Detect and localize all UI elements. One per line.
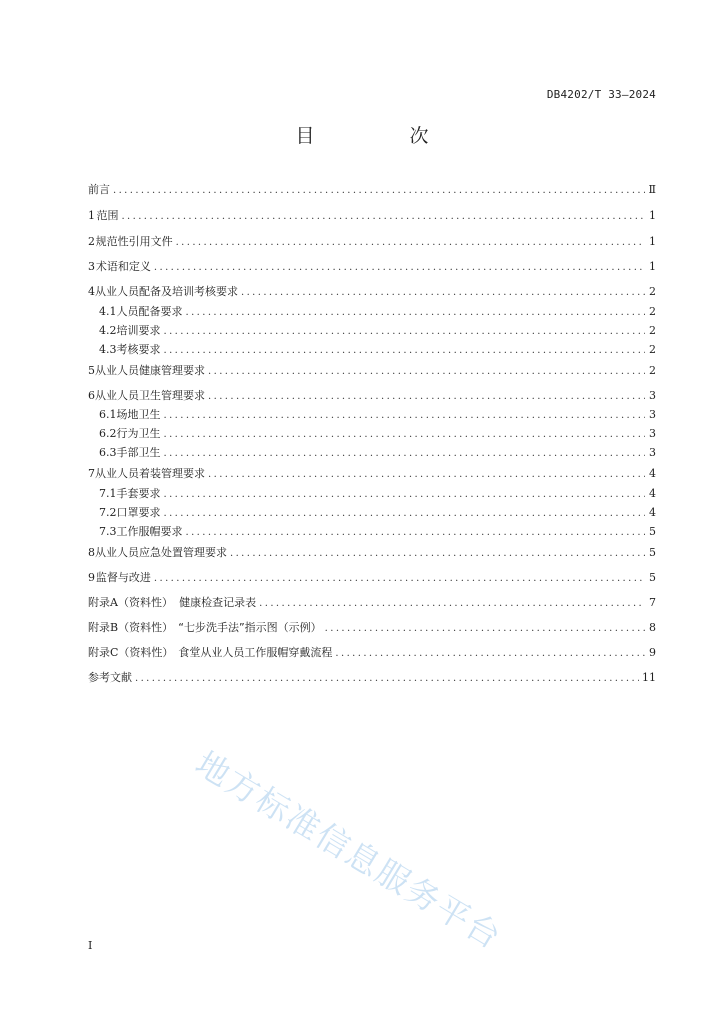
toc-dot-leader [208,389,645,405]
toc-entry-label: 规范性引用文件 [95,235,173,248]
toc-entry-number: 附录B（资料性） [88,621,174,634]
toc-entry-page: 7 [649,596,656,609]
toc-dot-leader [335,646,645,662]
toc-entry-number: 4.2 [99,324,117,337]
toc-entry[interactable] [88,363,656,379]
toc-dot-leader [154,571,645,587]
toc-dot-leader [186,305,646,321]
toc-entry-label: 从业人员应急处置管理要求 [95,546,227,559]
toc-entry-number: 附录C（资料性） [88,646,174,659]
toc-entry-label: 从业人员着装管理要求 [95,467,206,480]
toc-dot-leader [121,209,645,225]
toc-entry[interactable] [88,445,656,461]
toc-entry-label: 行为卫生 [116,427,161,440]
toc-entry[interactable] [88,545,656,561]
toc-entry-label: 人员配备要求 [116,305,183,318]
toc-entry-label: 手部卫生 [116,446,161,459]
toc-entry[interactable] [88,323,656,339]
toc-entry-page: 5 [649,546,656,559]
toc-entry-number: 6 [88,389,95,402]
toc-entry[interactable] [88,388,656,404]
toc-entry-page: 2 [649,305,656,318]
toc-entry-number: 8 [88,546,95,559]
toc-dot-leader [164,506,646,522]
toc-dot-leader [164,427,646,443]
toc-dot-leader [230,546,645,562]
toc-entry-label: 场地卫生 [116,408,161,421]
document-code: DB4202/T 33—2024 [546,88,656,101]
toc-entry[interactable] [88,505,656,521]
toc-entry-page: 1 [649,235,656,248]
toc-entry-number: 4.3 [99,343,117,356]
toc-entry-page: 3 [649,427,656,440]
toc-entry-label: 手套要求 [116,487,161,500]
toc-entry-page: 4 [649,487,656,500]
toc-entry-page: 4 [649,506,656,519]
toc-entry-label: 范围 [96,209,119,222]
toc-dot-leader [164,408,646,424]
toc-entry-page: 1 [649,209,656,222]
toc-entry-number: 7.1 [99,487,117,500]
toc-entry-number: 4.1 [99,305,117,318]
toc-entry[interactable] [88,524,656,540]
toc-entry-number: 6.1 [99,408,117,421]
toc-entry-page: Ⅱ [648,183,656,196]
toc-entry-label: 健康检查记录表 [179,596,257,609]
toc-entry-number: 5 [88,364,95,377]
toc-entry-page: 4 [649,467,656,480]
toc-dot-leader [164,446,646,462]
toc-entry-page: 8 [649,621,656,634]
toc-entry-label: 从业人员健康管理要求 [95,364,206,377]
toc-dot-leader [164,487,646,503]
toc-entry-number: 7.2 [99,506,117,519]
toc-dot-leader [208,467,645,483]
toc-entry-page: 9 [649,646,656,659]
toc-entry-page: 2 [649,364,656,377]
toc-dot-leader [164,324,646,340]
toc-dot-leader [241,285,645,301]
toc-entry-page: 2 [649,324,656,337]
toc-dot-leader [113,183,645,199]
toc-entry[interactable] [88,645,656,661]
toc-dot-leader [259,596,645,612]
toc-entry-label: 监督与改进 [95,571,151,584]
toc-dot-leader [154,260,645,276]
toc-entry-page: 11 [642,671,656,684]
toc-entry-page: 3 [649,446,656,459]
toc-entry-label: 前言 [88,183,110,196]
toc-dot-leader [325,621,645,637]
toc-entry-number: 9 [88,571,95,584]
toc-entry-label: 培训要求 [116,324,161,337]
toc-entry-label: “七步洗手法”指示图（示例） [178,621,322,634]
watermark: 地方标准信息服务平台 [188,743,510,958]
toc-entry-number: 7 [88,467,95,480]
toc-entry-number: 3 [88,260,95,273]
toc-dot-leader [164,343,646,359]
page-title: 目 次 [295,125,467,147]
toc-entry-number: 6.3 [99,446,117,459]
toc-dot-leader [208,364,645,380]
toc-entry-page: 5 [649,525,656,538]
toc-entry-label: 食堂从业人员工作服帽穿戴流程 [178,646,333,659]
toc-entry[interactable] [88,234,656,250]
toc-entry[interactable] [88,466,656,482]
toc-entry[interactable] [88,304,656,320]
toc-entry-number: 附录A（资料性） [88,596,173,609]
toc-entry-number: 7.3 [99,525,117,538]
toc-entry-page: 3 [649,389,656,402]
toc-entry[interactable] [88,208,656,224]
toc-entry[interactable] [88,670,656,686]
toc-entry-label: 从业人员卫生管理要求 [95,389,206,402]
toc-entry[interactable] [88,620,656,636]
toc-dot-leader [186,525,646,541]
toc-entry-number: 4 [88,285,95,298]
toc-entry-number: 6.2 [99,427,117,440]
toc-entry-page: 2 [649,343,656,356]
toc-entry[interactable] [88,570,656,586]
toc-entry-label: 从业人员配备及培训考核要求 [95,285,238,298]
toc-entry[interactable] [88,259,656,275]
toc-entry[interactable] [88,342,656,358]
toc-entry[interactable] [88,486,656,502]
toc-entry[interactable] [88,426,656,442]
toc-entry[interactable] [88,284,656,300]
toc-entry-page: 2 [649,285,656,298]
toc-entry-label: 口罩要求 [116,506,161,519]
toc-entry[interactable] [88,182,656,198]
toc-entry-number: 1 [88,209,95,222]
toc-entry-number: 2 [88,235,95,248]
toc-entry-label: 考核要求 [116,343,161,356]
toc-dot-leader [176,235,645,251]
toc-dot-leader [135,671,639,687]
toc-entry[interactable] [88,595,656,611]
toc-entry-label: 工作服帽要求 [116,525,183,538]
toc-entry-page: 1 [649,260,656,273]
toc-entry-label: 术语和定义 [95,260,151,273]
toc-entry-label: 参考文献 [88,671,132,684]
toc-entry-page: 5 [649,571,656,584]
toc-entry-page: 3 [649,408,656,421]
footer-page-number: I [88,939,93,952]
toc-entry[interactable] [88,407,656,423]
